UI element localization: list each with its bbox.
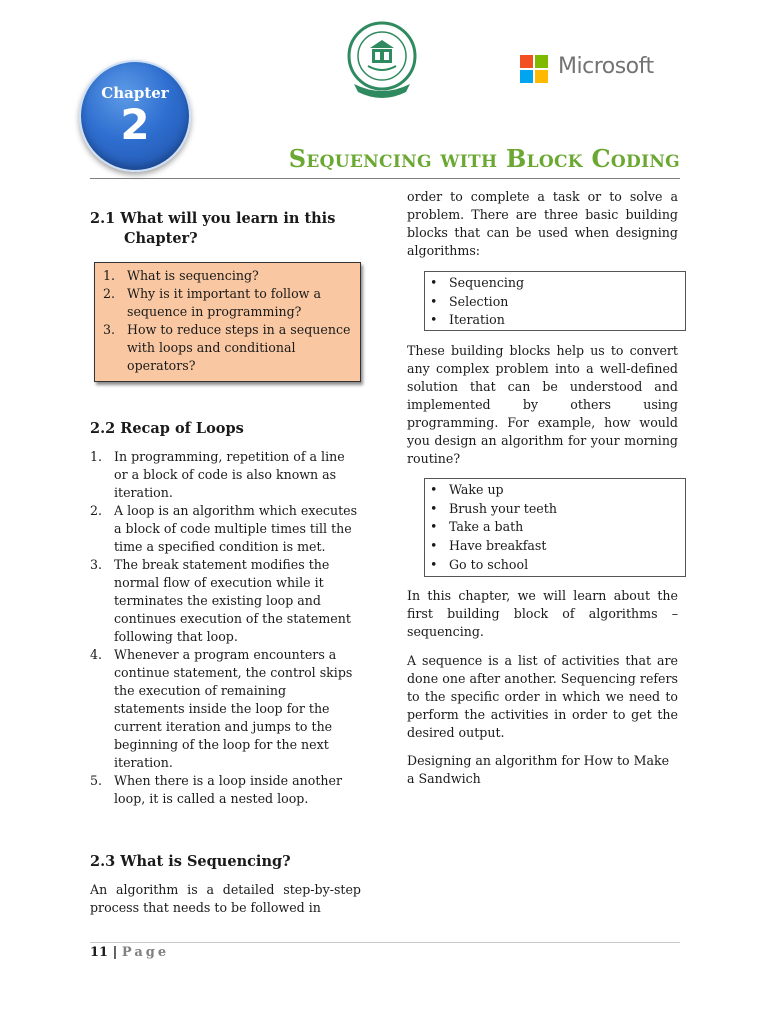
section-2-1-heading [90, 210, 335, 247]
item-number: 1. [90, 449, 103, 464]
item-text: In programming, repetition of a line or a block of code is also known as iteration. [114, 449, 345, 500]
chapter-badge [79, 60, 191, 172]
microsoft-logo [520, 53, 660, 85]
sandwich-paragraph: Designing an algorithm for How to Make a Sandwich [407, 753, 670, 786]
list-item [90, 556, 358, 646]
microsoft-wordmark: Microsoft [558, 54, 654, 79]
list-item: • Brush your teeth [425, 500, 685, 519]
page-number: 11 [90, 945, 109, 960]
item-text: What is sequencing? [127, 268, 259, 283]
item-number: 2. [90, 503, 103, 518]
building-blocks-paragraph: These building blocks help us to convert any complex problem into a well-defined solution that can be understood and implemented by others using programming. For example, how would you design an algorithm for your morning routine? [407, 343, 678, 466]
microsoft-red-square [520, 55, 533, 68]
list-item: • Sequencing [425, 274, 685, 293]
footer-separator: | [112, 945, 118, 960]
item-number: 3. [90, 557, 103, 572]
list-item [103, 285, 351, 321]
section-2-1-heading-line2: Chapter? [124, 230, 198, 247]
item-number: 4. [90, 647, 103, 662]
list-item: • Wake up [425, 481, 685, 500]
item-text: The break statement modifies the normal flow of execution while it terminates the existing loop and continues execution of the statement following that loop. [114, 557, 351, 644]
list-item [90, 646, 358, 772]
objectives-list [103, 267, 351, 375]
list-item [90, 502, 358, 556]
item-number: 1. [103, 268, 116, 283]
section-2-3-paragraph: An algorithm is a detailed step-by-step process that needs to be followed in [90, 882, 361, 915]
page-label: Page [121, 945, 170, 960]
morning-routine-list [425, 481, 685, 575]
list-item [90, 448, 358, 502]
footer-divider [90, 942, 680, 943]
list-item [90, 772, 358, 808]
building-blocks-box [424, 271, 686, 331]
list-item [103, 321, 351, 375]
item-text: Whenever a program encounters a continue statement, the control skips the execution of remaining statements inside the loop for the current iteration and jumps to the beginning of the loop for the next iteration. [114, 647, 353, 770]
intro-paragraph: order to complete a task or to solve a problem. There are three basic building blocks that can be used when designing algorithms: [407, 189, 678, 258]
section-2-2-heading: 2.2 Recap of Loops [90, 420, 244, 437]
list-item [103, 267, 351, 285]
list-item: • Iteration [425, 311, 685, 330]
page-footer [90, 945, 169, 960]
morning-routine-box [424, 478, 686, 577]
chapter-number: 2 [120, 100, 150, 149]
microsoft-blue-square [520, 70, 533, 83]
item-number: 2. [103, 286, 116, 301]
chapter-label: Chapter [101, 84, 169, 102]
cbse-emblem-logo [346, 18, 418, 104]
list-item: • Selection [425, 293, 685, 312]
microsoft-yellow-square [535, 70, 548, 83]
item-text: When there is a loop inside another loop, it is called a nested loop. [114, 773, 342, 806]
item-text: How to reduce steps in a sequence with loops and conditional operators? [127, 322, 351, 373]
item-number: 3. [103, 322, 116, 337]
section-2-3-heading: 2.3 What is Sequencing? [90, 853, 291, 870]
item-number: 5. [90, 773, 103, 788]
title-divider [90, 178, 680, 179]
building-blocks-list [425, 274, 685, 330]
list-item: • Have breakfast [425, 537, 685, 556]
item-text: A loop is an algorithm which executes a block of code multiple times till the time a specified condition is met. [114, 503, 358, 554]
loops-recap-list [90, 448, 358, 808]
chapter-title: Sequencing with Block Coding [288, 144, 680, 173]
item-text: Why is it important to follow a sequence in programming? [127, 286, 321, 319]
chapter-intro-paragraph: In this chapter, we will learn about the first building block of algorithms – sequencing. [407, 588, 678, 639]
list-item: • Take a bath [425, 518, 685, 537]
sequence-definition-paragraph: A sequence is a list of activities that are done one after another. Sequencing refers to the specific order in which we need to perform the activities in order to get the desired output. [407, 653, 678, 740]
learning-objectives-box [94, 262, 361, 382]
section-2-1-heading-line1: 2.1 What will you learn in this [90, 210, 336, 227]
microsoft-green-square [535, 55, 548, 68]
list-item: • Go to school [425, 556, 685, 575]
